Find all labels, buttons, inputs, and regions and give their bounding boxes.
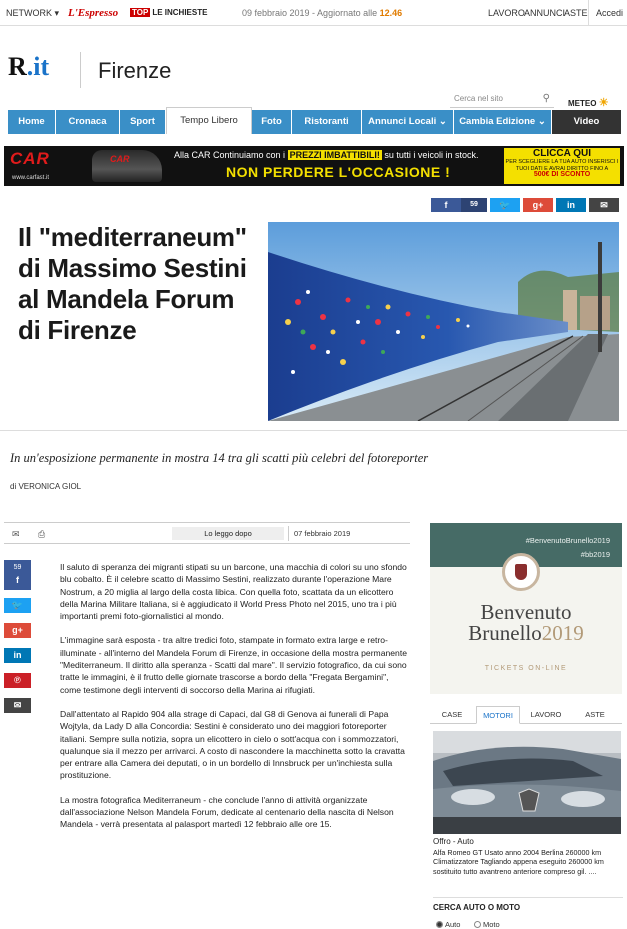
gplus-share-button[interactable]	[523, 198, 553, 212]
meteo-link[interactable]: METEO ☀	[568, 97, 609, 109]
network-bar	[0, 0, 627, 26]
search-cars-title: CERCA AUTO O MOTO	[433, 903, 521, 912]
divider	[288, 526, 289, 541]
facebook-share-button[interactable]	[4, 560, 31, 590]
ad-url: www.carfast.it	[12, 175, 50, 181]
linkedin-share-button[interactable]	[4, 648, 31, 663]
paragraph: La mostra fotografica Mediterraneum - che conclude l'anno di attività organizzate dall'associazione Nelson Mandela Forum, dedicate al centenario della nascita di Nelson Mandela - verrà presentata al palasport martedì 12 febbraio alle ore 15.	[60, 794, 394, 830]
ad-hashtag: #BenvenutoBrunello2019	[525, 536, 610, 545]
nav-cambia-edizione[interactable]: Cambia Edizione ⌄	[454, 110, 552, 134]
divider	[80, 52, 81, 88]
main-nav	[8, 110, 622, 134]
facebook-share-button[interactable]	[431, 198, 461, 212]
tab-aste[interactable]: ASTE	[585, 710, 605, 719]
inchieste-link[interactable]: TOP LE INCHIESTE	[132, 8, 208, 17]
car-image: CAR	[92, 150, 162, 182]
nav-home[interactable]: Home	[8, 110, 56, 134]
linkedin-share-button[interactable]	[556, 198, 586, 212]
article-meta	[4, 522, 410, 544]
update-time: 12.46	[379, 8, 403, 18]
pinterest-share-button[interactable]	[4, 673, 31, 688]
masthead	[0, 26, 627, 108]
gplus-share-button[interactable]	[4, 623, 31, 638]
nav-ristoranti[interactable]: Ristoranti	[292, 110, 362, 134]
divider	[0, 430, 627, 431]
ad-title: Benvenuto	[480, 600, 572, 624]
search-icon[interactable]: ⚲	[542, 93, 550, 104]
radio-auto[interactable]: Auto	[436, 920, 460, 929]
repubblica-logo[interactable]: R.it	[8, 52, 50, 81]
tab-lavoro[interactable]: LAVORO	[530, 710, 562, 719]
email-share-button[interactable]	[589, 198, 619, 212]
radio-moto[interactable]: Moto	[474, 920, 500, 929]
tab-motori[interactable]: MOTORI	[476, 706, 520, 724]
share-count: 59	[13, 564, 22, 571]
facebook-icon: f	[16, 575, 19, 585]
car-photo	[433, 731, 621, 834]
linkedin-icon: in	[13, 650, 22, 660]
nav-video[interactable]: Video	[552, 110, 622, 134]
twitter-icon: 🐦	[499, 200, 511, 210]
network-menu[interactable]: NETWORK ▾	[6, 8, 60, 18]
ad-hashtag: #bb2019	[580, 550, 610, 559]
facebook-count: 59	[461, 198, 487, 212]
brunello-ad[interactable]	[430, 523, 622, 694]
paragraph: Dall'attentato al Rapido 904 alla strage di Capaci, dal G8 di Genova ai funerali di Papa Wojtyla, da Lady D alla Concordia: Sestini è considerato uno dei maggiori fotoreporter italiani. Sempre sulla notizia, sopra un elicottero in cielo o sott'acqua con i sommozzatori, qualunque sia il mezzo per arrivarci. A costo di nascondere la macchinetta sotto la cravatta per entrare alla Camera dei deputati, o in un bordello di Innsbruck per un'inchiesta sulla prostituzione.	[60, 708, 405, 781]
mail-icon: ✉	[13, 700, 22, 710]
ad-brand: CAR	[10, 149, 50, 168]
tickets-link[interactable]: TICKETS ON-LINE	[484, 665, 568, 672]
car-listing-image[interactable]	[433, 731, 621, 834]
linkedin-icon: in	[567, 200, 575, 210]
hero-image[interactable]	[268, 222, 619, 421]
article-headline: Il "mediterraneum" di Massimo Sestini al Mandela Forum di Firenze	[18, 222, 247, 345]
pinterest-icon: ℗	[14, 675, 21, 685]
print-icon[interactable]: ⎙	[38, 529, 46, 539]
ad-cta[interactable]: CLICCA QUI PER SCEGLIERE LA TUA AUTO INSERISCI I TUOI DATI E AVRAI DIRITTO FINO A 500€ DI SCONTO	[504, 148, 620, 184]
date-updated: 09 febbraio 2019 - Aggiornato alle 12.46	[242, 8, 403, 18]
paragraph: L'immagine sarà esposta - tra altre tredici foto, stampate in formato extra large e retro-illuminate - all'interno del Mandela Forum di Firenze, in occasione della mostra permanente "Mediterraneum. Il diritto alla speranza - Scatti dal mare". Il servizio fotografico, da cui sono tratte le immagini, è il frutto delle giornate trascorse a bordo della "Fregata Bergamini", come testimone degli interventi di soccorso della Marina ai rifugiati.	[60, 635, 407, 695]
search-input[interactable]: Cerca nel sito ⚲	[450, 92, 554, 108]
mural-photo	[268, 222, 619, 421]
article-subtitle: In un'esposizione permanente in mostra 14 tra gli scatti più celebri del fotoreporter	[10, 451, 429, 465]
read-later-button[interactable]: Lo leggo dopo	[172, 527, 284, 540]
paragraph: Il saluto di speranza dei migranti stipati su un barcone, una macchia di colori su uno sfondo blu cobalto. È il celebre scatto di Massimo Sestini, realizzato durante l'operazione Mare Nostrum, a 20 miglia al largo della costa libica. Con quella foto, scattata da un elicottero della Marina Militare Italiana, si è aggiudicato il World Press Photo nel 2015, uno tra i più importanti premi foto-giornalistici al mondo.	[60, 562, 407, 622]
twitter-icon: 🐦	[11, 600, 24, 610]
annunci-link[interactable]: ANNUNCI	[524, 8, 566, 18]
nav-annunci-locali[interactable]: Annunci Locali ⌄	[362, 110, 454, 134]
byline: di VERONICA GIOL	[10, 482, 82, 491]
classifieds-tabs	[430, 706, 622, 724]
espresso-link[interactable]: L'Espresso	[68, 7, 119, 19]
chevron-down-icon: ▾	[54, 8, 60, 18]
car-ad-banner[interactable]	[4, 146, 624, 186]
listing-description: Alfa Romeo GT Usato anno 2004 Berlina 260000 km Climatizzatore Tagliando appena eseguito 260000 km sostituito tutto avantreno anteriore compreso gil. ....	[433, 848, 604, 876]
listing-title[interactable]: Offro - Auto	[433, 837, 474, 846]
twitter-share-button[interactable]	[4, 598, 31, 613]
article-body	[60, 561, 408, 843]
mail-icon: ✉	[600, 200, 608, 210]
gplus-icon: g+	[532, 200, 544, 210]
edition-title: Firenze	[98, 58, 172, 83]
divider	[588, 0, 589, 26]
facebook-icon: f	[444, 200, 448, 210]
twitter-share-button[interactable]	[490, 198, 520, 212]
tab-case[interactable]: CASE	[441, 710, 463, 719]
seal-logo	[502, 553, 540, 591]
ad-slogan: NON PERDERE L'OCCASIONE !	[226, 164, 451, 180]
mail-icon[interactable]: ✉	[12, 529, 20, 539]
nav-tempo-libero[interactable]: Tempo Libero	[166, 107, 252, 134]
ad-headline: Alla CAR Continuiamo con i PREZZI IMBATTIBILI! su tutti i veicoli in stock.	[174, 150, 479, 160]
nav-sport[interactable]: Sport	[120, 110, 166, 134]
lavoro-link[interactable]: LAVORO	[488, 8, 525, 18]
ad-title-2: Brunello2019	[468, 621, 584, 645]
email-share-button[interactable]	[4, 698, 31, 713]
aste-link[interactable]: ASTE	[564, 8, 588, 18]
login-link[interactable]: Accedi	[596, 8, 624, 18]
nav-cronaca[interactable]: Cronaca	[56, 110, 120, 134]
article-date: 07 febbraio 2019	[294, 529, 351, 538]
nav-foto[interactable]: Foto	[252, 110, 292, 134]
weather-icon: ☀	[598, 97, 609, 109]
divider	[433, 897, 623, 898]
gplus-icon: g+	[12, 625, 23, 635]
